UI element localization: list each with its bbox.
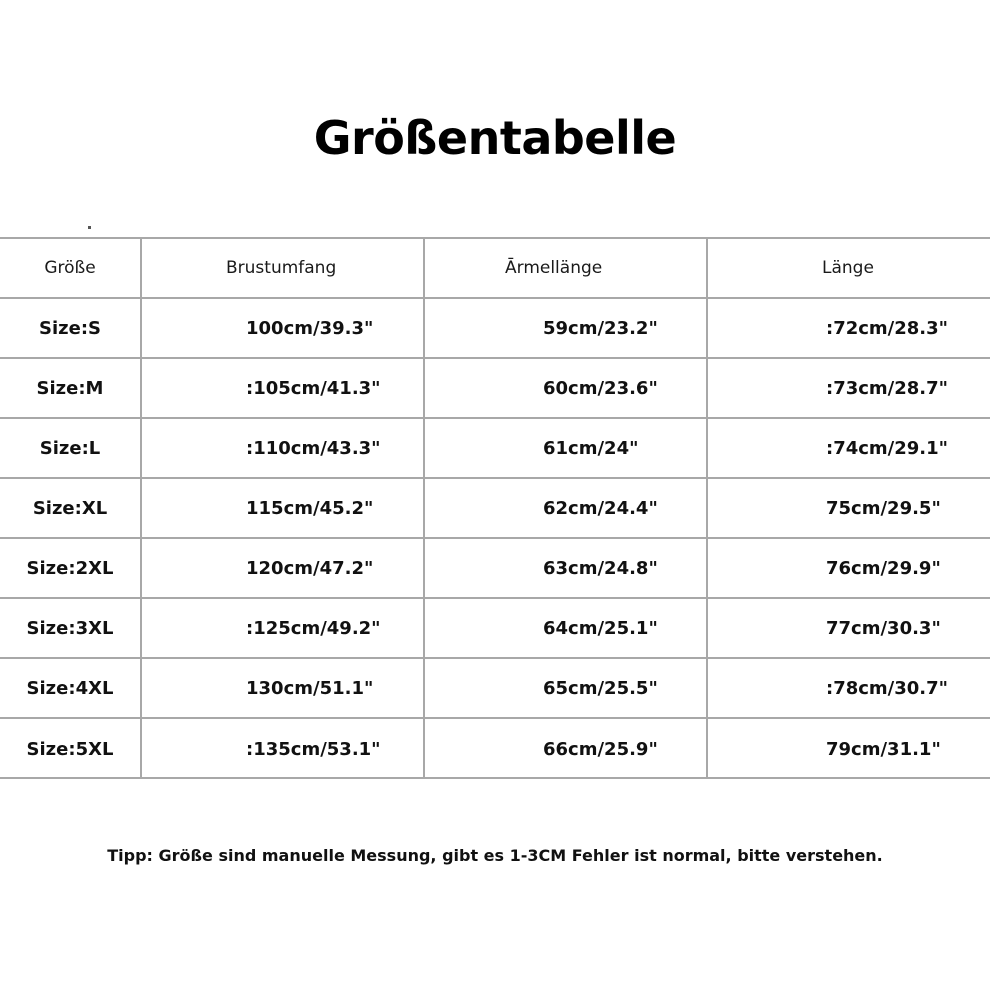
sleeve-cell: 62cm/24.4": [425, 479, 708, 537]
table-row: [0, 299, 990, 359]
chest-cell: 130cm/51.1": [142, 659, 425, 717]
chest-cell: :125cm/49.2": [142, 599, 425, 657]
chest-cell: :105cm/41.3": [142, 359, 425, 417]
chest-cell: 115cm/45.2": [142, 479, 425, 537]
header-length: Länge: [822, 258, 874, 278]
size-cell: Size:S: [0, 299, 142, 357]
stray-mark: [88, 226, 91, 229]
table-row: [0, 599, 990, 659]
sleeve-cell: 60cm/23.6": [425, 359, 708, 417]
header-size: Größe: [0, 239, 142, 297]
table-row: [0, 719, 990, 779]
size-cell: Size:5XL: [0, 719, 142, 779]
table-header-row: [0, 239, 990, 299]
size-cell: Size:3XL: [0, 599, 142, 657]
length-cell: 75cm/29.5": [826, 497, 941, 519]
table-row: [0, 539, 990, 599]
sleeve-cell: 66cm/25.9": [425, 719, 708, 779]
chest-cell: 100cm/39.3": [142, 299, 425, 357]
page-title: Größentabelle: [313, 111, 677, 165]
table-row: [0, 419, 990, 479]
size-cell: Size:M: [0, 359, 142, 417]
header-chest: Brustumfang: [142, 239, 425, 297]
length-cell: :74cm/29.1": [826, 437, 949, 459]
size-cell: Size:L: [0, 419, 142, 477]
chest-cell: 120cm/47.2": [142, 539, 425, 597]
length-cell: 76cm/29.9": [826, 557, 941, 579]
length-cell: :73cm/28.7": [826, 377, 949, 399]
length-cell: :78cm/30.7": [826, 677, 949, 699]
size-cell: Size:XL: [0, 479, 142, 537]
sleeve-cell: 64cm/25.1": [425, 599, 708, 657]
sleeve-cell: 65cm/25.5": [425, 659, 708, 717]
length-cell: 79cm/31.1": [826, 738, 941, 760]
table-row: [0, 479, 990, 539]
sleeve-cell: 59cm/23.2": [425, 299, 708, 357]
table-row: [0, 659, 990, 719]
header-sleeve: Ārmellänge: [425, 239, 708, 297]
length-cell: :72cm/28.3": [826, 317, 949, 339]
length-cell: 77cm/30.3": [826, 617, 941, 639]
sleeve-cell: 61cm/24": [425, 419, 708, 477]
size-table: [0, 237, 990, 779]
chest-cell: :110cm/43.3": [142, 419, 425, 477]
table-row: [0, 359, 990, 419]
size-cell: Size:2XL: [0, 539, 142, 597]
chest-cell: :135cm/53.1": [142, 719, 425, 779]
size-cell: Size:4XL: [0, 659, 142, 717]
sleeve-cell: 63cm/24.8": [425, 539, 708, 597]
measurement-note: Tipp: Größe sind manuelle Messung, gibt es 1-3CM Fehler ist normal, bitte verstehen.: [107, 846, 883, 865]
